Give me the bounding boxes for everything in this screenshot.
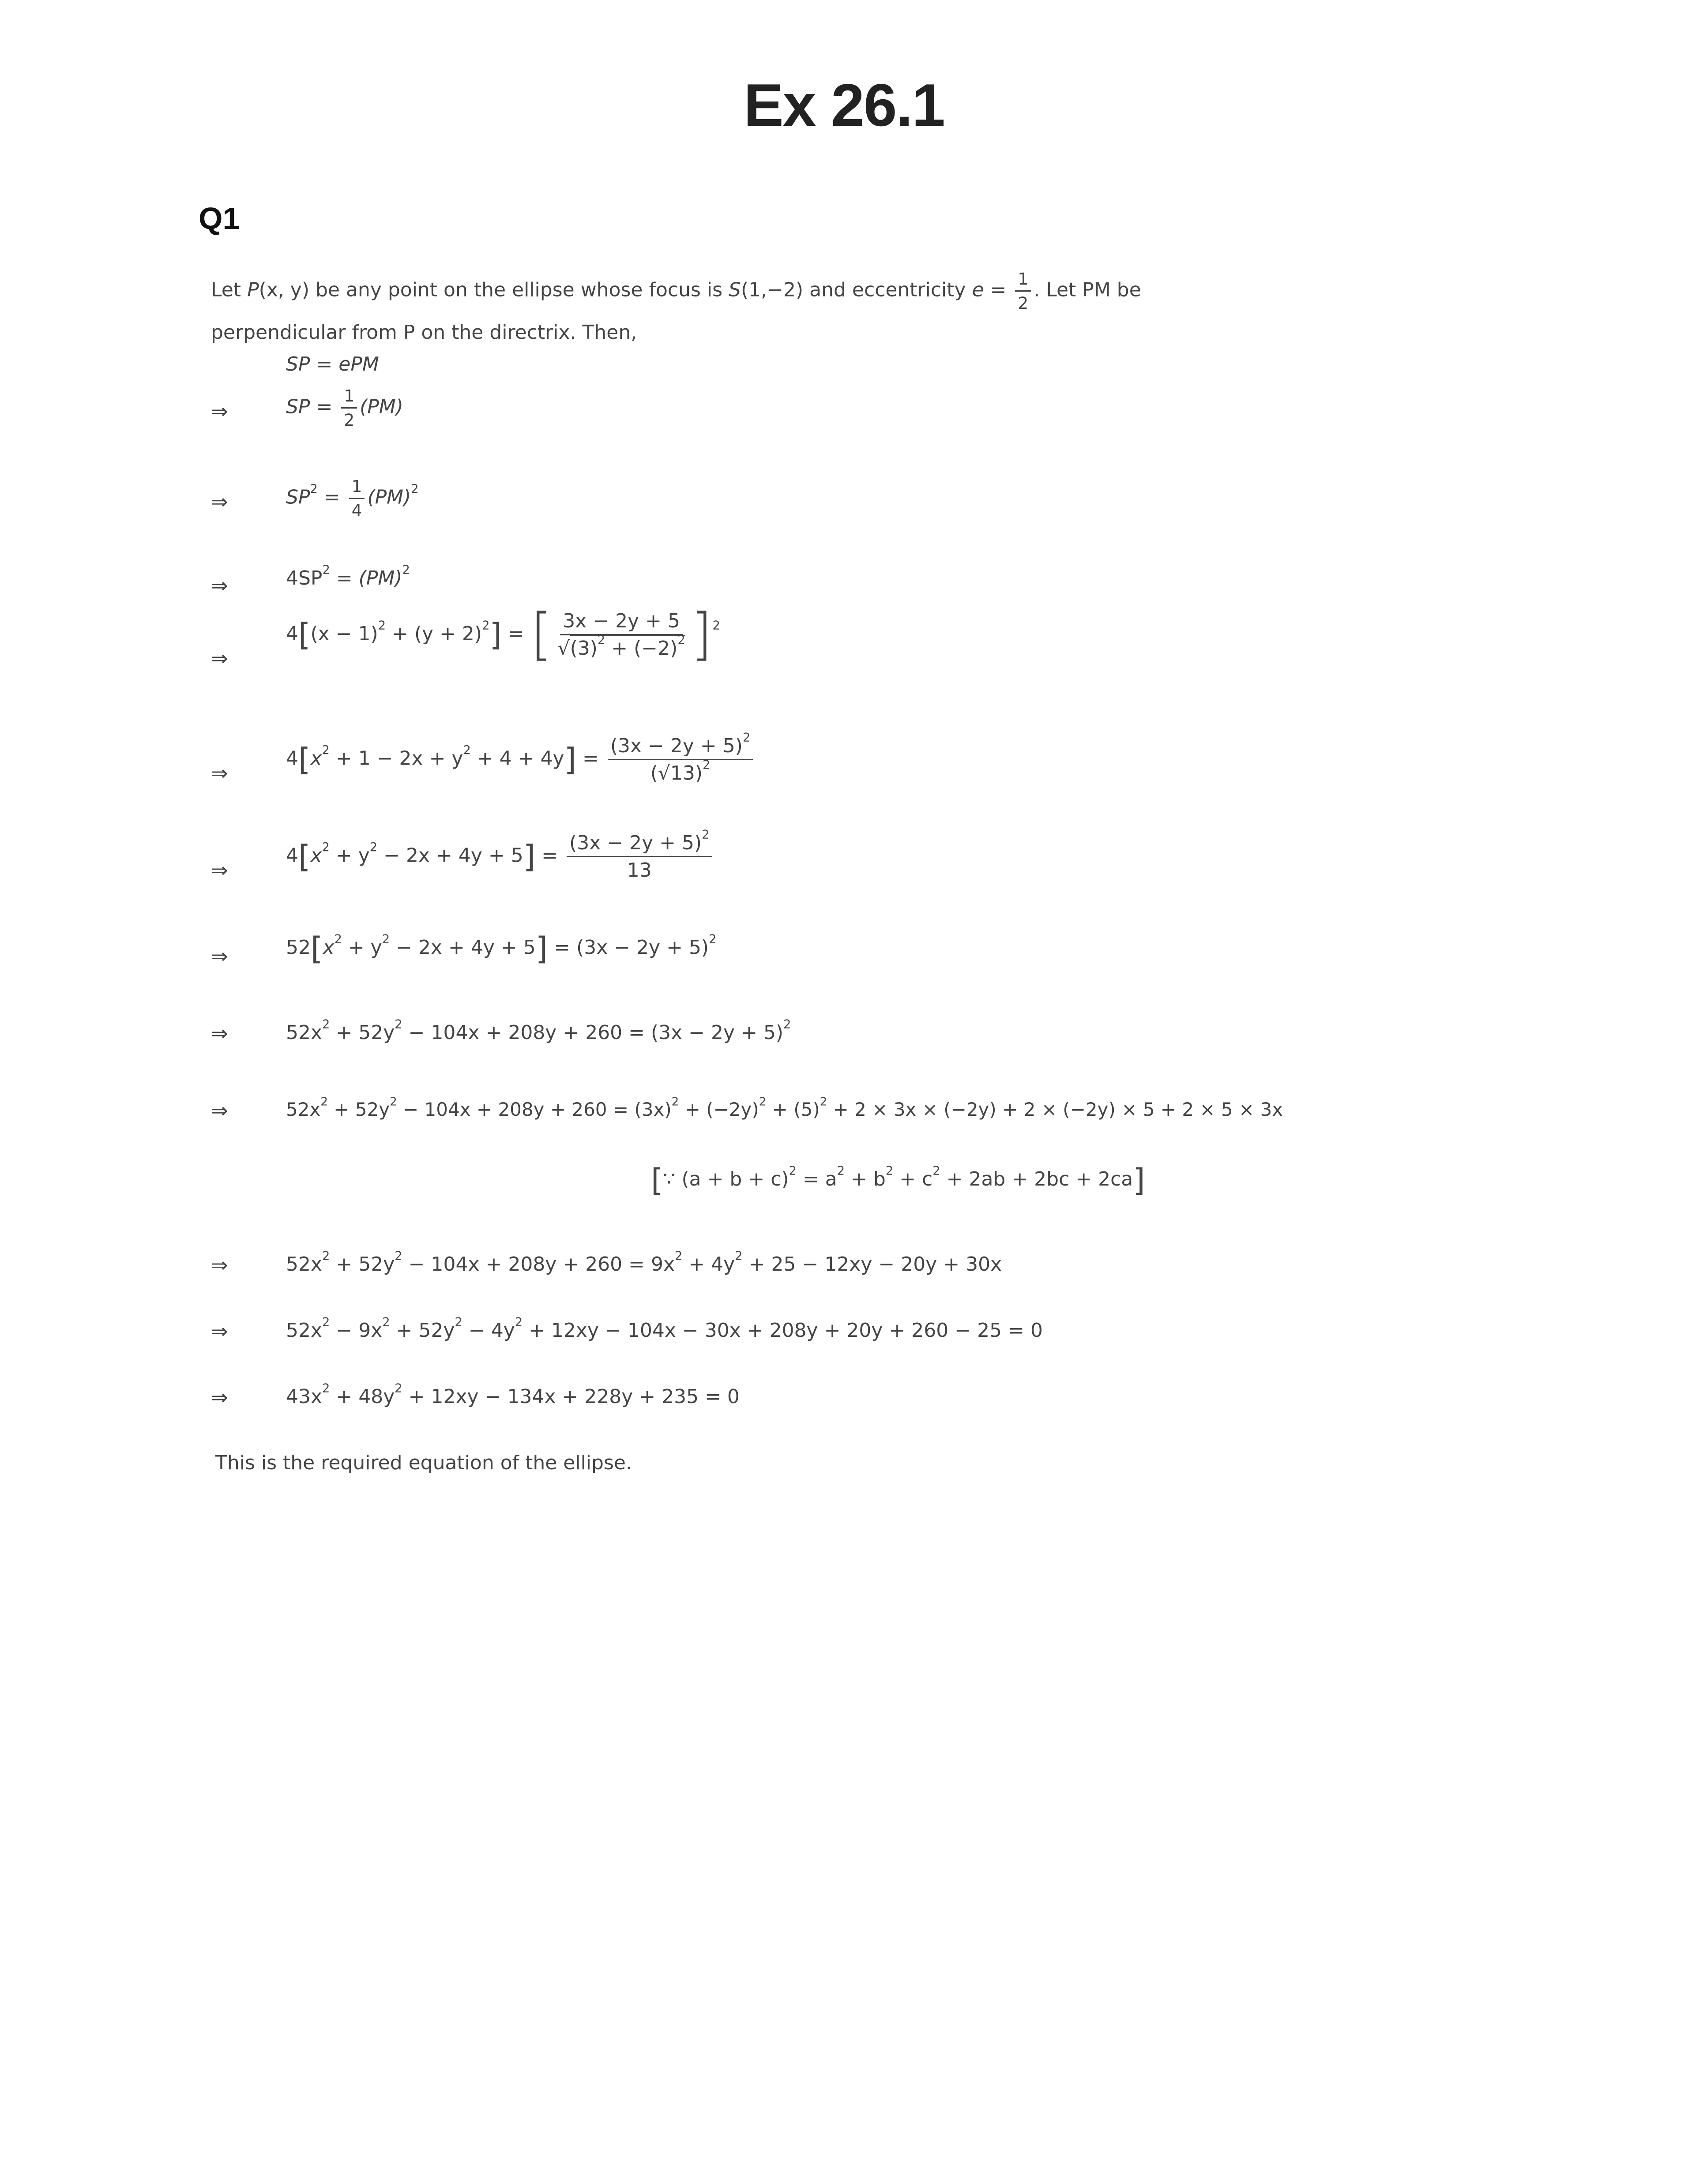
page-title: Ex 26.1	[744, 71, 944, 139]
implies-arrow: ⇒	[211, 1021, 228, 1045]
conclusion-text: This is the required equation of the ellipse.	[215, 1452, 632, 1474]
step-10: $52x^2 + 52y^2 - 104x + 208y + 260 = 9x^2 + 4y^2 + 25 - 12xy - 20y + 30x$	[286, 1249, 1002, 1276]
implies-arrow: ⇒	[211, 490, 228, 514]
step-1: SP = $\frac{1}{2}$ (PM)	[286, 386, 403, 430]
step-9: $52x^2 + 52y^2 - 104x + 208y + 260 = (3x)^2 + (-2y)^2 + (5)^2 + 2 \times 3x \times (-2y) + 2 \times (-2y) \times 5 + 2 \times 5 \times 3x$	[286, 1095, 1283, 1120]
intro-line-1: Let P(x, y) be any point on the ellipse whose focus is S(1,−2) and eccentricity e = $\frac{1}{2}$ . Let PM be	[211, 269, 1141, 313]
step-6: $4[x^2 + y^2 - 2x + 4y + 5]$ = $\frac{(3x - 2y + 5)^2}{13}$	[286, 832, 714, 882]
intro-line-2: perpendicular from P on the directrix. Then,	[211, 321, 637, 344]
implies-arrow: ⇒	[211, 1319, 228, 1343]
step-8: $52x^2 + 52y^2 - 104x + 208y + 260 = (3x - 2y + 5)^2$	[286, 1017, 791, 1044]
implies-arrow: ⇒	[211, 1385, 228, 1409]
implies-arrow: ⇒	[211, 574, 228, 597]
step-5: $4[x^2 + 1 - 2x + y^2 + 4 + 4y]$ = $\frac{(3x - 2y + 5)^2}{(√13)^2}$	[286, 735, 756, 784]
step-3: $4SP^2 = (PM)^2$	[286, 563, 410, 589]
implies-arrow: ⇒	[211, 944, 228, 968]
implies-arrow: ⇒	[211, 761, 228, 785]
step-2: $SP^2$ = $\frac{1}{4}$ (PM)$^2$	[286, 477, 419, 520]
step-11: $52x^2 - 9x^2 + 52y^2 - 4y^2 + 12xy - 104x - 30x + 208y + 20y + 260 - 25 = 0$	[286, 1315, 1043, 1342]
step-0: SP = ePM	[286, 353, 379, 375]
question-label: Q1	[199, 201, 240, 236]
implies-arrow: ⇒	[211, 1253, 228, 1277]
implies-arrow: ⇒	[211, 399, 228, 423]
step-12: $43x^2 + 48y^2 + 12xy - 134x + 228y + 235 = 0$	[286, 1381, 740, 1408]
step-4: $4[(x - 1)^2 + (y + 2)^2]$ = [ $\frac{3x - 2y + 5}{√(3)^2 + (-2)^2}$ ]$^2$	[286, 602, 720, 667]
algebraic-identity: [∵ $(a + b + c)^2 = a^2 + b^2 + c^2 + 2ab + 2bc + 2ca$]	[651, 1162, 1145, 1198]
implies-arrow: ⇒	[211, 646, 228, 670]
step-7: $52[x^2 + y^2 - 2x + 4y + 5] = (3x - 2y + 5)^2$	[286, 931, 717, 967]
implies-arrow: ⇒	[211, 858, 228, 882]
fraction: $\frac{1}{2}$	[1015, 269, 1031, 313]
implies-arrow: ⇒	[211, 1099, 228, 1122]
